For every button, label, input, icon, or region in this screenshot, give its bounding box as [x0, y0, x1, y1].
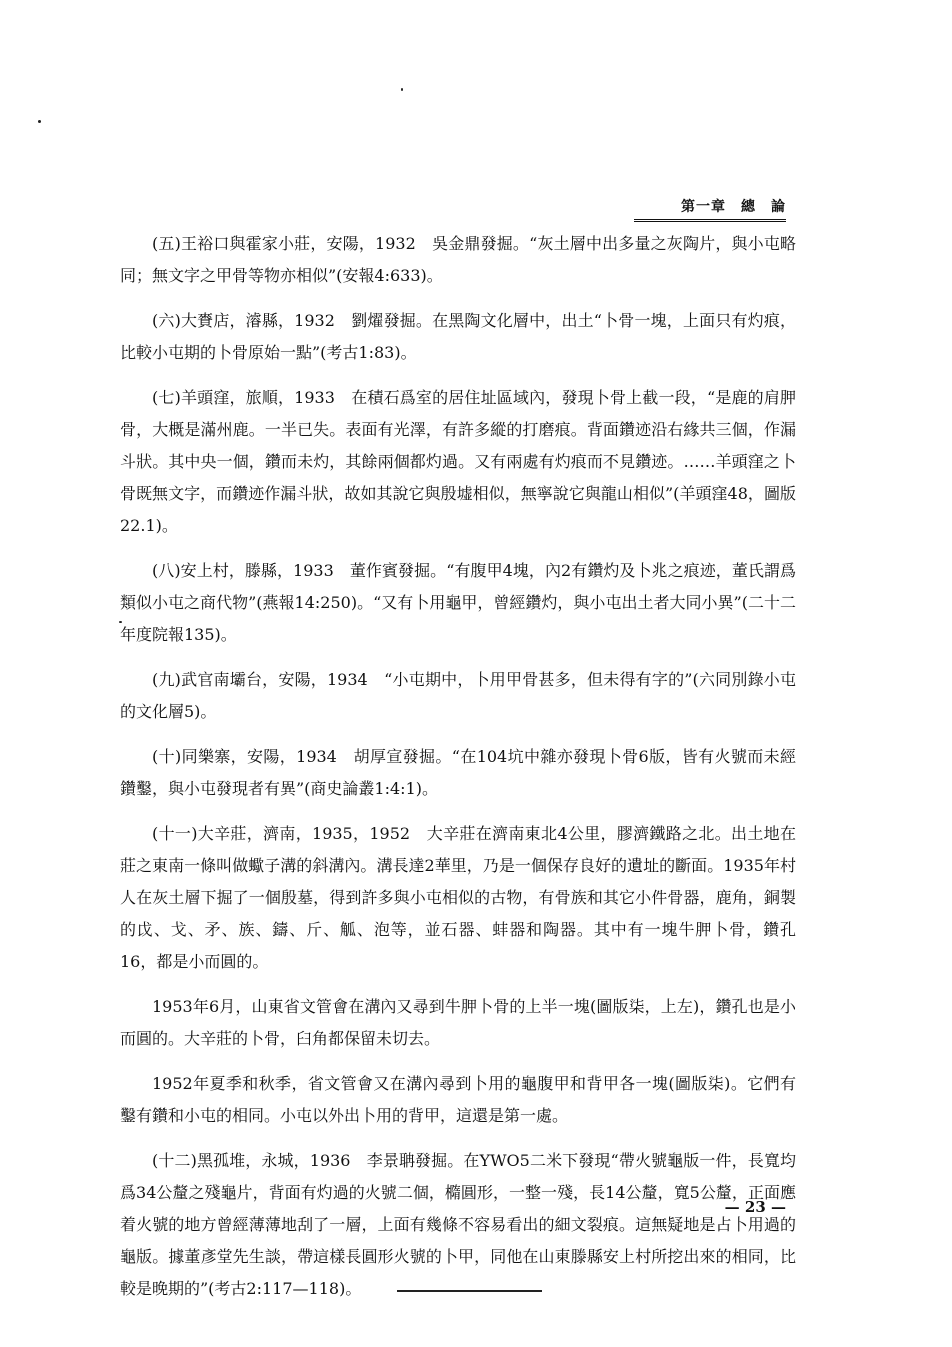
scan-speck [119, 621, 122, 623]
main-text [120, 228, 796, 1318]
paragraph-7-yangtouwa: (七)羊頭窪，旅順，1933 在積石爲室的居住址區域內，發現卜骨上截一段，“是鹿的肩胛骨，大概是滿州鹿。一半已失。表面有光澤，有許多縱的打磨痕。背面鑽迹沿右緣共三個，作漏斗狀。其中央一個，鑽而未灼，其餘兩個都灼過。又有兩處有灼痕而不見鑽迹。……羊頭窪之卜骨既無文字，而鑽迹作漏斗狀，故如其說它與殷墟相似，無寧說它與龍山相似”(羊頭窪48，圖版22.1)。 [120, 388, 796, 535]
chapter-header: 第一章 總 論 [634, 196, 786, 222]
paragraph-10-tonglezhai: (十)同樂寨，安陽，1934 胡厚宣發掘。“在104坑中雜亦發現卜骨6版，皆有火號而未經鑽鑿，與小屯發現者有異”(商史論叢1:4:1)。 [120, 747, 796, 798]
paragraph-1953: 1953年6月，山東省文管會在溝內又尋到牛胛卜骨的上半一塊(圖版柒，上左)，鑽孔也是小而圓的。大辛莊的卜骨，臼角都保留未切去。 [120, 997, 796, 1048]
paragraph-6-dalaidian: (六)大賚店，濬縣，1932 劉燿發掘。在黑陶文化層中，出土“卜骨一塊，上面只有灼痕，比較小屯期的卜骨原始一點”(考古1:83)。 [120, 311, 796, 362]
bottom-rule [397, 1290, 542, 1292]
paragraph-1952: 1952年夏季和秋季，省文管會又在溝內尋到卜用的龜腹甲和背甲各一塊(圖版柒)。它們有鑿有鑽和小屯的相同。小屯以外出卜用的背甲，這還是第一處。 [120, 1074, 796, 1125]
scan-speck [38, 120, 41, 123]
page-number: — 23 — [724, 1198, 786, 1216]
paragraph-5-wangyukou: (五)王裕口與霍家小莊，安陽，1932 吳金鼎發掘。“灰土層中出多量之灰陶片，與小屯略同；無文字之甲骨等物亦相似”(安報4:633)。 [120, 234, 796, 285]
paragraph-12-heigudui: (十二)黑孤堆，永城，1936 李景聃發掘。在YWO5二米下發現“帶火號龜版一件，長寬均爲34公釐之殘龜片，背面有灼過的火號二個，橢圓形，一整一殘，長14公釐，寬5公釐，正面應着火號的地方曾經薄薄地刮了一層，上面有幾條不容易看出的細文裂痕。這無疑地是占卜用過的龜版。據董彥堂先生談，帶這樣長圓形火號的卜甲，同他在山東滕縣安上村所挖出來的相同，比較是晚期的”(考古2:117—118)。 [120, 1151, 796, 1298]
paragraph-11-daxinzhuang: (十一)大辛莊，濟南，1935，1952 大辛莊在濟南東北4公里，膠濟鐵路之北。出土地在莊之東南一條叫做蠍子溝的斜溝內。溝長達2華里，乃是一個保存良好的遺址的斷面。1935年村人在灰土層下掘了一個殷墓，得到許多與小屯相似的古物，有骨族和其它小件骨器，鹿角，銅製的戉、戈、矛、族、鑄、斤、觚、泡等，並石器、蚌器和陶器。其中有一塊牛胛卜骨，鑽孔16，都是小而圓的。 [120, 824, 796, 971]
scan-speck [401, 88, 403, 91]
paragraph-8-anshangcun: (八)安上村，滕縣，1933 董作賓發掘。“有腹甲4塊，內2有鑽灼及卜兆之痕迹，董氏謂爲類似小屯之商代物”(燕報14:250)。“又有卜用龜甲，曾經鑽灼，與小屯出土者大同小異”(二十二年度院報135)。 [120, 561, 796, 644]
paragraph-9-wuguan: (九)武官南壩台，安陽，1934 “小屯期中，卜用甲骨甚多，但未得有字的”(六同別錄小屯的文化層5)。 [120, 670, 796, 721]
